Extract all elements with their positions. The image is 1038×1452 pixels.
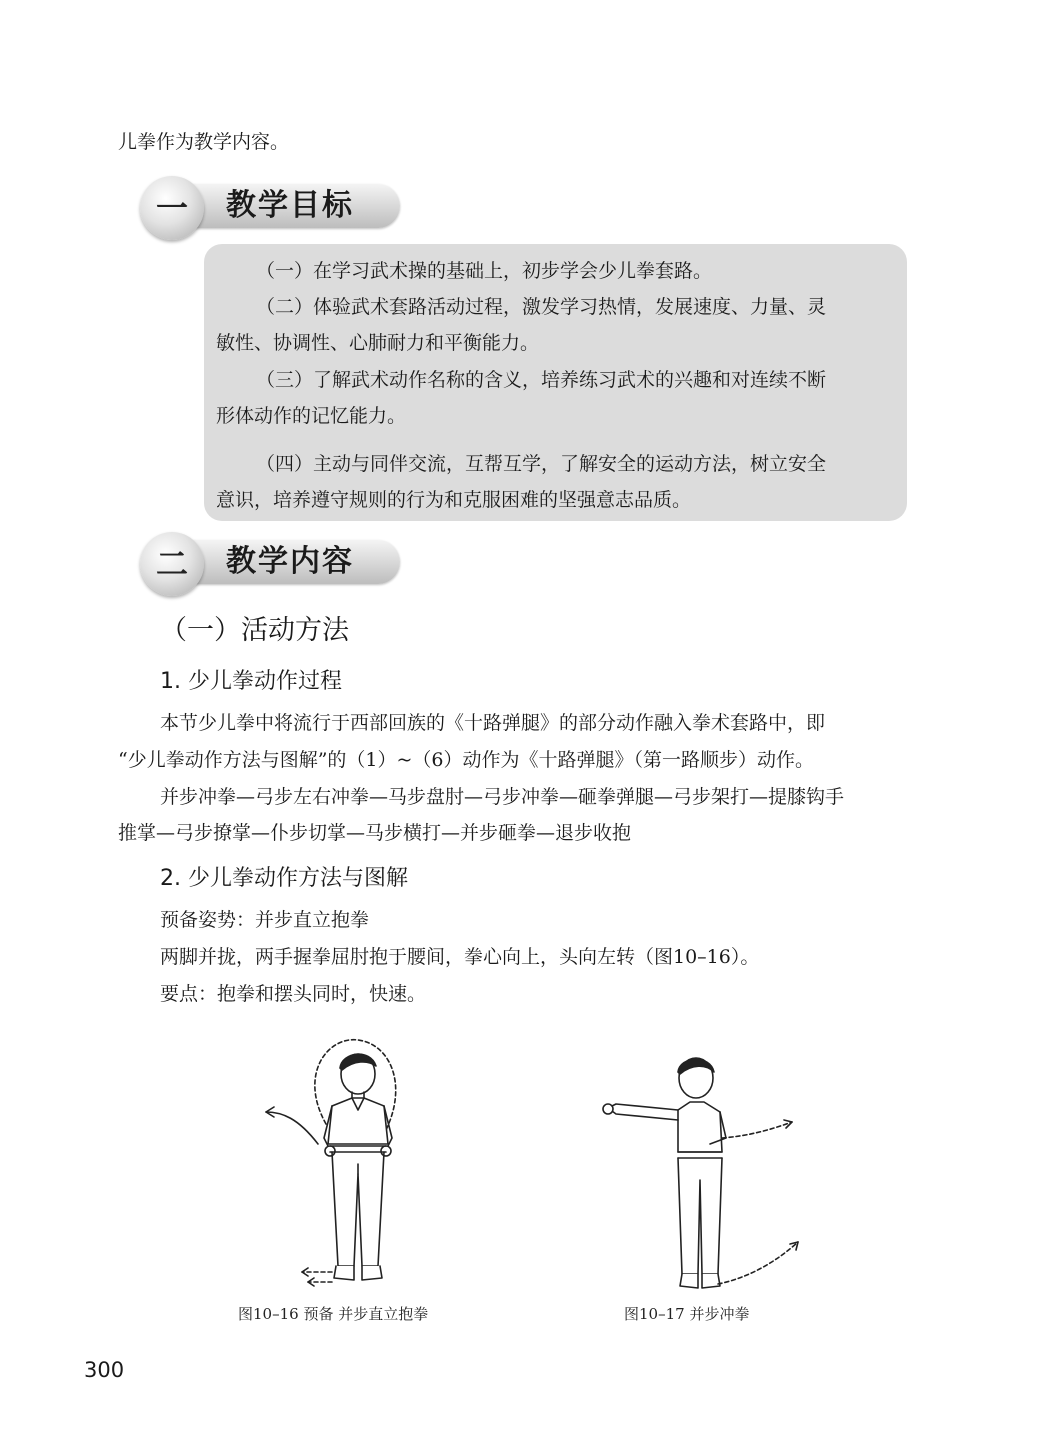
part2-line3: 要点：抱拳和摆头同时，快速。 (160, 983, 427, 1005)
section-number: 一 (155, 189, 188, 227)
section-title: 教学内容 (226, 544, 354, 579)
part1-para2-line1: 并步冲拳—弓步左右冲拳—马步盘肘—弓步冲拳—砸拳弹腿—弓步架打—提膝钩手 (160, 786, 845, 808)
goal-4-line2: 意识，培养遵守规则的行为和克服困难的坚强意志品质。 (216, 489, 692, 511)
section-number: 二 (155, 545, 188, 583)
part2-heading: 2. 少儿拳动作方法与图解 (160, 866, 408, 891)
part1-para1-line2: “少儿拳动作方法与图解”的（1）~（6）动作为《十路弹腿》（第一路顺步）动作。 (118, 749, 815, 771)
part1-heading: 1. 少儿拳动作过程 (160, 669, 342, 694)
intro-text: 儿拳作为教学内容。 (118, 131, 290, 153)
figure-caption-10-17: 图10–17 并步冲拳 (624, 1305, 750, 1323)
section-header-goals (140, 176, 402, 240)
part1-para2-line2: 推掌—弓步撩掌—仆步切掌—马步横打—并步砸拳—退步收抱 (118, 822, 632, 844)
figure-punch-illustration (598, 1052, 808, 1292)
goal-4-line1: （四）主动与同伴交流，互帮互学，了解安全的运动方法，树立安全 (256, 453, 827, 475)
goal-2-line2: 敏性、协调性、心肺耐力和平衡能力。 (216, 332, 540, 354)
goal-3-line1: （三）了解武术动作名称的含义，培养练习武术的兴趣和对连续不断 (256, 369, 827, 391)
goal-1: （一）在学习武术操的基础上，初步学会少儿拳套路。 (256, 260, 713, 282)
page-number: 300 (84, 1358, 125, 1382)
part2-line1: 预备姿势：并步直立抱拳 (160, 909, 370, 931)
section-title: 教学目标 (226, 188, 354, 223)
part1-para1-line1: 本节少儿拳中将流行于西部回族的《十路弹腿》的部分动作融入拳术套路中，即 (160, 712, 826, 734)
part2-line2: 两脚并拢，两手握拳屈肘抱于腰间，拳心向上，头向左转（图10–16）。 (160, 946, 760, 968)
figure-caption-10-16: 图10–16 预备 并步直立抱拳 (238, 1305, 429, 1323)
goal-3-line2: 形体动作的记忆能力。 (216, 405, 407, 427)
section-header-content (140, 532, 402, 596)
sub-heading-activity-method: （一）活动方法 (160, 615, 349, 646)
figure-ready-stance-illustration (258, 1034, 428, 1294)
goal-2-line1: （二）体验武术套路活动过程，激发学习热情，发展速度、力量、灵 (256, 296, 827, 318)
